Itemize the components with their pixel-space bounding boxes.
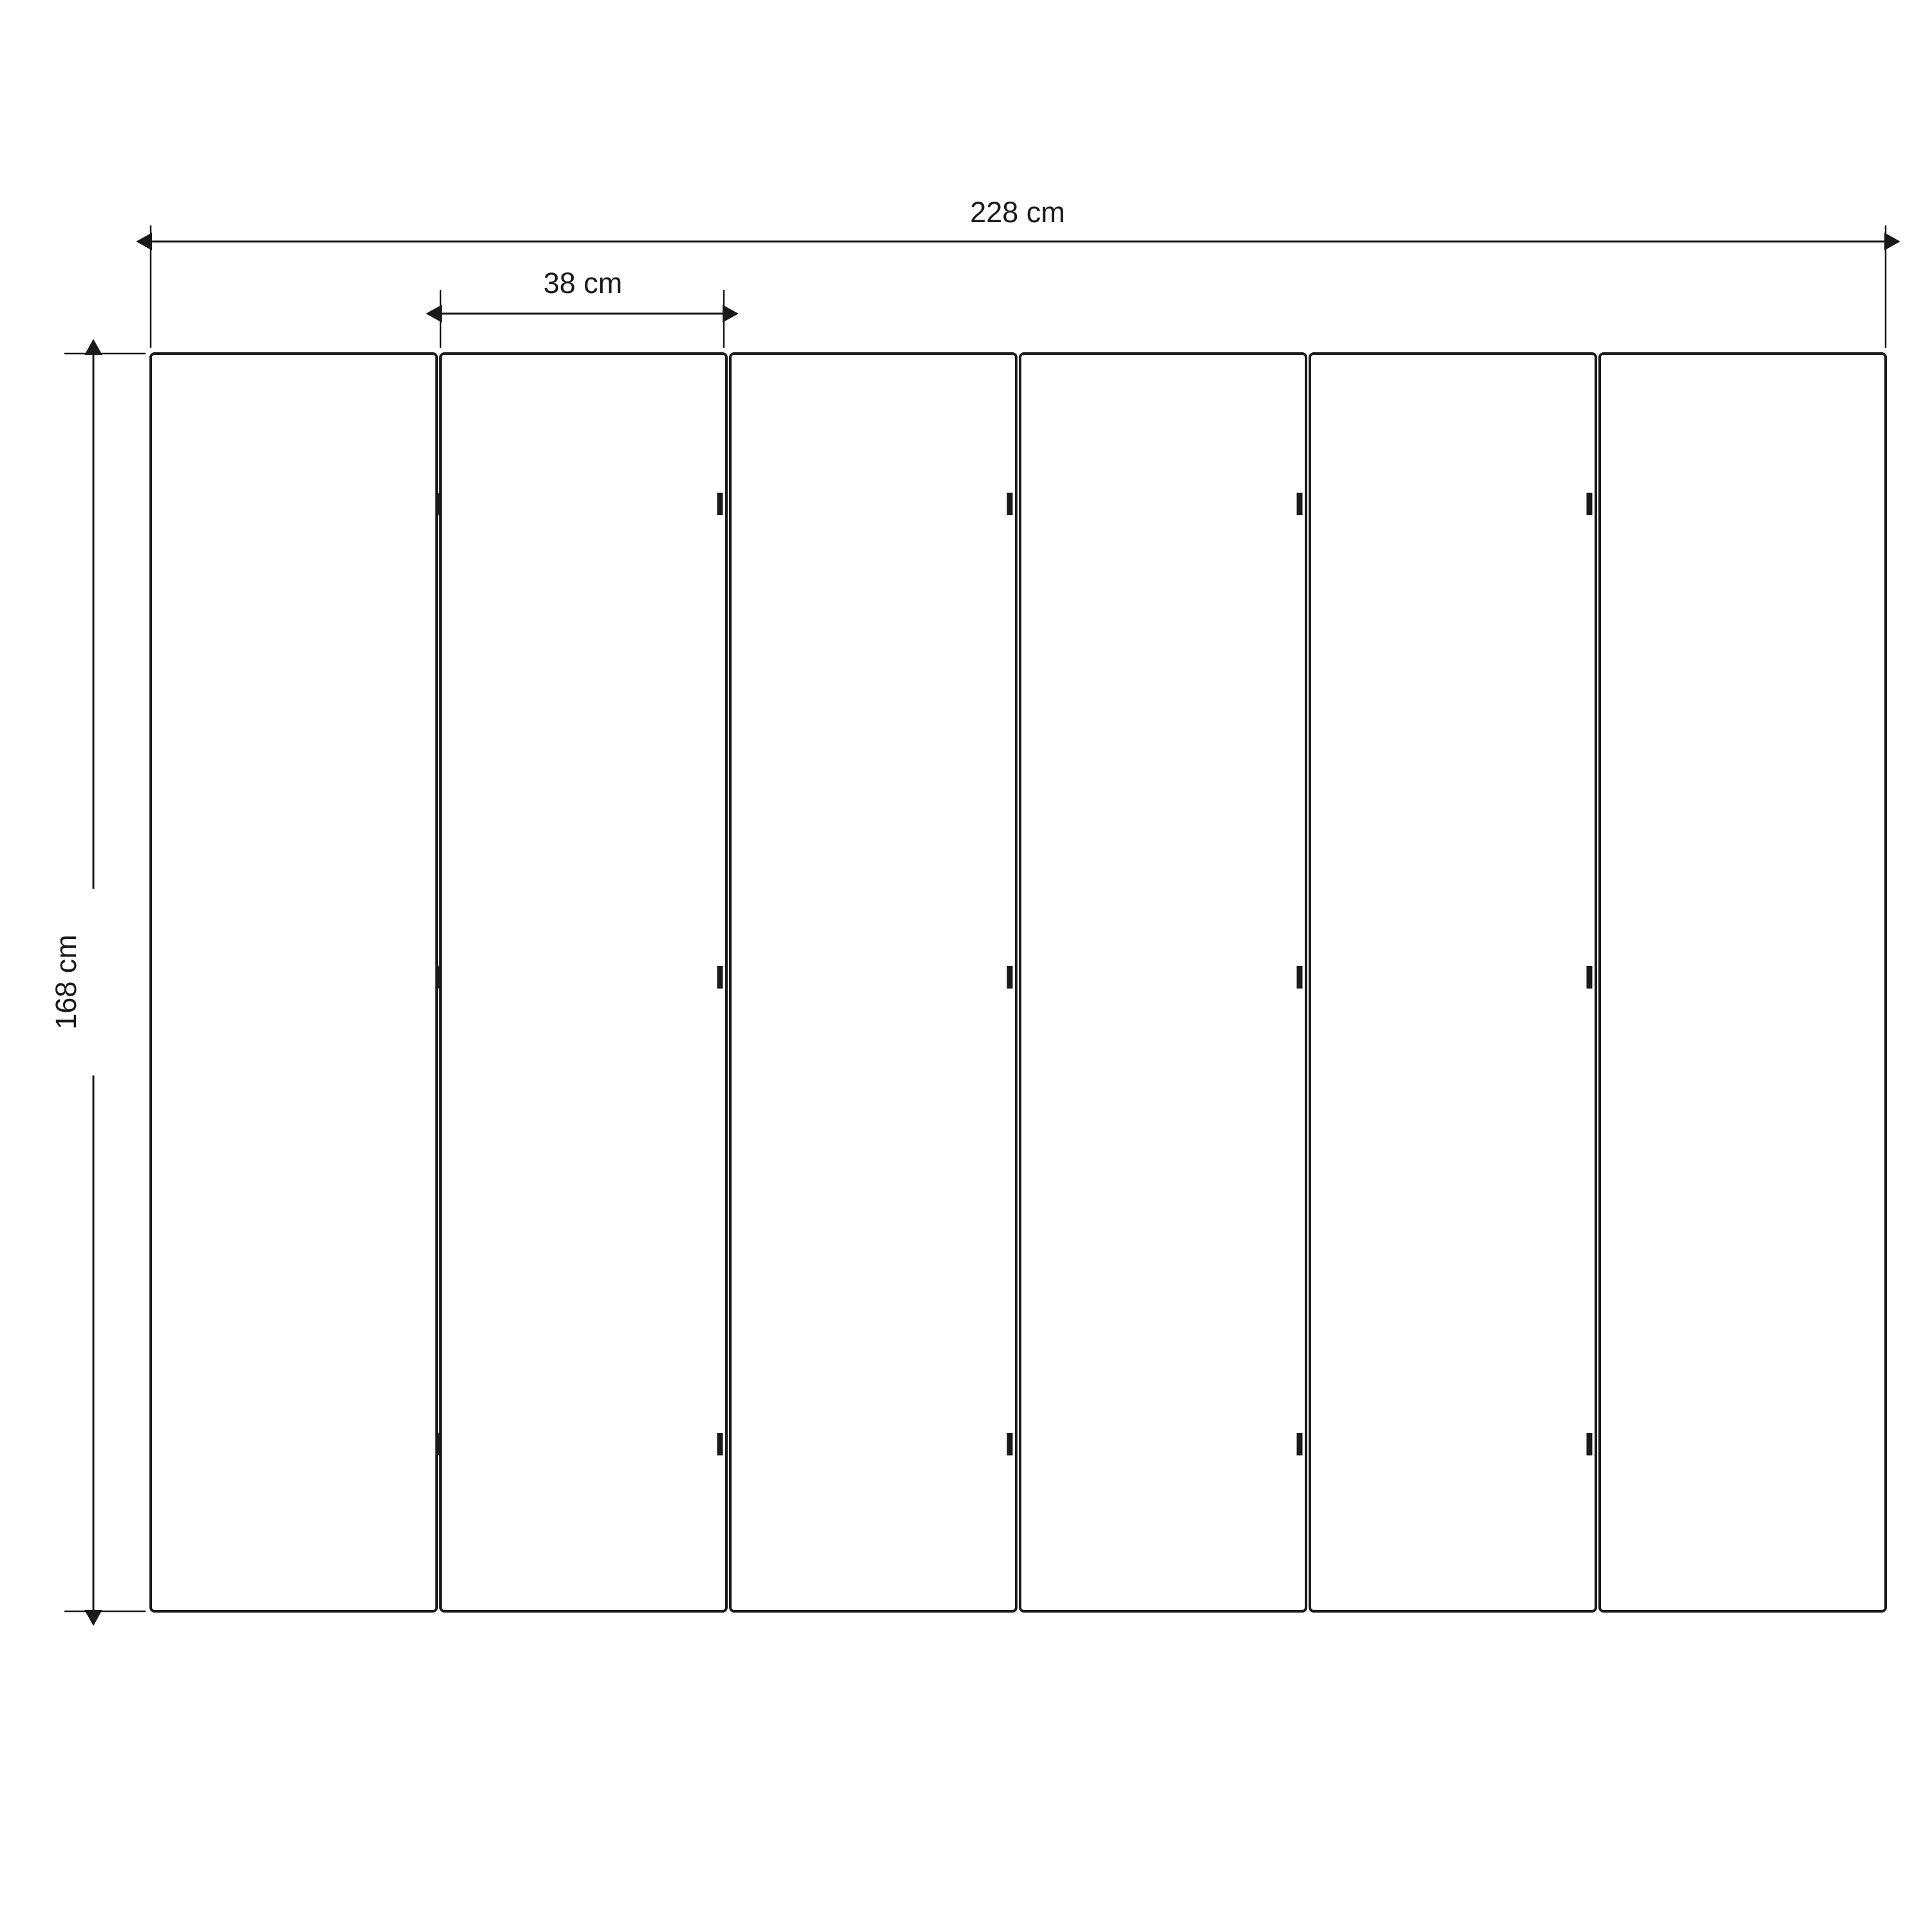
panel-4[interactable] [1020, 354, 1306, 1611]
panel-group [151, 354, 1886, 1611]
panel-5[interactable] [1310, 354, 1596, 1611]
panel-3[interactable] [730, 354, 1016, 1611]
total-width-label: 228 cm [970, 196, 1065, 229]
panel-width-label: 38 cm [543, 267, 623, 299]
panel-1[interactable] [151, 354, 437, 1611]
panel-2[interactable] [440, 354, 726, 1611]
dimension-total-height [50, 354, 146, 1611]
panel-6[interactable] [1600, 354, 1886, 1611]
dimension-total-width [151, 190, 1886, 348]
total-height-label: 168 cm [50, 934, 82, 1030]
dimension-panel-width [440, 261, 724, 348]
